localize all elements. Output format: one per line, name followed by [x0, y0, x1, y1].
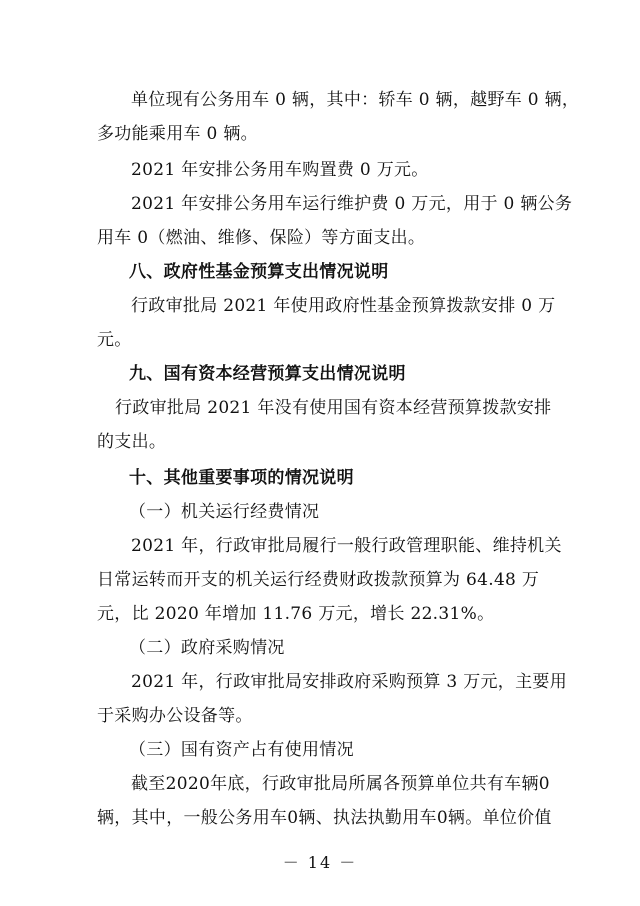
subsection-heading: （一）机关运行经费情况 — [129, 502, 320, 522]
paragraph-line: 2021 年安排公务用车运行维护费 0 万元，用于 0 辆公务 — [131, 194, 573, 214]
section-heading-10: 十、其他重要事项的情况说明 — [129, 468, 354, 488]
paragraph-line: 2021 年安排公务用车购置费 0 万元。 — [131, 160, 429, 180]
paragraph-line: 用车 0（燃油、维修、保险）等方面支出。 — [97, 228, 426, 248]
paragraph-line: 元，比 2020 年增加 11.76 万元，增长 22.31%。 — [97, 604, 495, 624]
section-heading-8: 八、政府性基金预算支出情况说明 — [129, 262, 389, 282]
paragraph-line: 2021 年，行政审批局履行一般行政管理职能、维持机关 — [131, 536, 562, 556]
paragraph-line: 2021 年，行政审批局安排政府采购预算 3 万元，主要用 — [131, 672, 567, 692]
subsection-heading: （三）国有资产占有使用情况 — [129, 740, 354, 760]
paragraph-line: 日常运转而开支的机关运行经费财政拨款预算为 64.48 万 — [97, 570, 540, 590]
paragraph-line: 多功能乘用车 0 辆。 — [97, 124, 258, 144]
paragraph-line: 截至2020年底，行政审批局所属各预算单位共有车辆0 — [131, 774, 550, 794]
page-number: － 14 － — [282, 853, 358, 872]
paragraph-line: 辆，其中，一般公务用车0辆、执法执勤用车0辆。单位价值 — [97, 808, 552, 828]
section-heading-9: 九、国有资本经营预算支出情况说明 — [129, 364, 406, 384]
paragraph-line: 单位现有公务用车 0 辆，其中：轿车 0 辆，越野车 0 辆， — [131, 90, 580, 110]
paragraph-line: 于采购办公设备等。 — [97, 706, 253, 726]
paragraph-line: 行政审批局 2021 年没有使用国有资本经营预算拨款安排 — [115, 398, 552, 418]
paragraph-line: 的支出。 — [97, 432, 167, 452]
paragraph-line: 元。 — [97, 330, 132, 350]
paragraph-line: 行政审批局 2021 年使用政府性基金预算拨款安排 0 万 — [131, 296, 556, 316]
subsection-heading: （二）政府采购情况 — [129, 638, 285, 658]
